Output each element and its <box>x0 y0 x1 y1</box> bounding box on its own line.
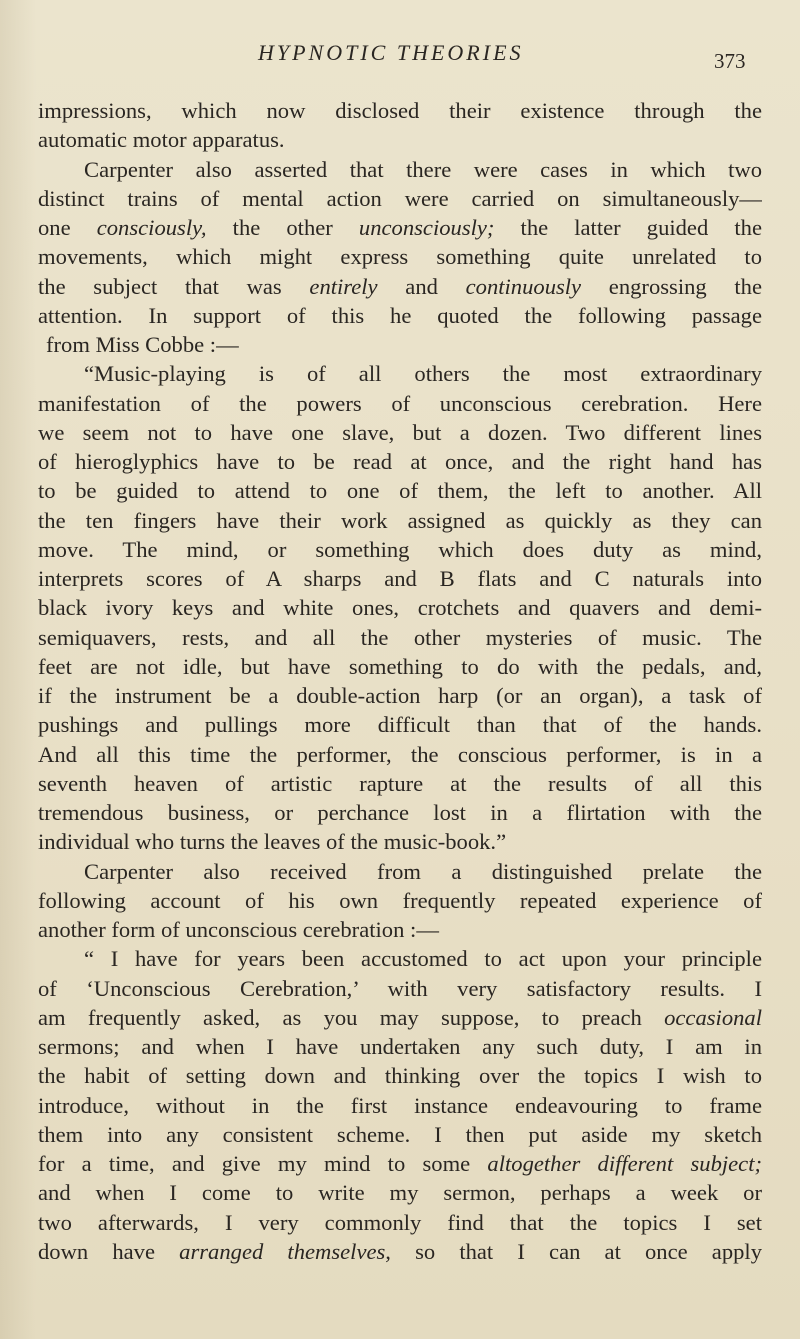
text-line: introduce, without in the first instance endeavouring to frame <box>38 1092 762 1118</box>
text-line: impressions, which now disclosed their existence through the <box>38 98 762 123</box>
text-line: automatic motor apparatus. <box>38 127 285 153</box>
text-line: of hieroglyphics have to be read at once, and the right hand has <box>38 449 762 474</box>
text-line: move. The mind, or something which does duty as mind, <box>38 536 762 562</box>
emphasis: occasional <box>664 1004 762 1030</box>
text-line: distinct trains of mental action were carried on simultaneously— <box>38 185 762 211</box>
text-line: down have arranged themselves, so that I can at once apply <box>38 1238 762 1264</box>
emphasis: consciously, <box>96 215 207 240</box>
text-line: sermons; and when I have undertaken any such duty, I am in <box>38 1034 762 1059</box>
text-line: am frequently asked, as you may suppose, to preach occasional <box>38 1004 762 1030</box>
text-line: Carpenter also received from a distinguished prelate the <box>84 858 762 884</box>
text-line: movements, which might express something quite unrelated to <box>38 244 762 270</box>
text-line: semiquavers, rests, and all the other mysteries of music. The <box>38 624 762 650</box>
text-line: “ I have for years been accustomed to act upon your principle <box>84 946 762 972</box>
text-line: and when I come to write my sermon, perhaps a week or <box>38 1180 762 1206</box>
text-line: interprets scores of A sharps and B flats and C naturals into <box>38 566 762 591</box>
text-line: attention. In support of this he quoted the following passage <box>38 302 762 328</box>
emphasis: unconsciously; <box>358 215 495 240</box>
text-line: from Miss Cobbe :— <box>46 332 239 357</box>
text-line: pushings and pullings more difficult than that of the hands. <box>38 712 762 738</box>
page-number: 373 <box>714 49 746 73</box>
emphasis: continuously <box>465 273 582 299</box>
text-line: of ‘Unconscious Cerebration,’ with very satisfactory results. I <box>38 975 762 1001</box>
emphasis: altogether different subject; <box>487 1151 762 1176</box>
text-line: another form of unconscious cerebration :— <box>38 917 439 942</box>
text-line: seventh heaven of artistic rapture at the results of all this <box>38 770 762 796</box>
emphasis: entirely <box>309 273 378 299</box>
text-line: And all this time the performer, the conscious performer, is in a <box>38 741 762 767</box>
text-line: them into any consistent scheme. I then put aside my sketch <box>38 1121 762 1147</box>
text-line: we seem not to have one slave, but a dozen. Two different lines <box>38 419 762 445</box>
text-line: the ten fingers have their work assigned as quickly as they can <box>38 507 762 533</box>
text-line: tremendous business, or perchance lost in a flirtation with the <box>38 800 762 825</box>
text-line: two afterwards, I very commonly find that the topics I set <box>38 1209 762 1235</box>
text-line: Carpenter also asserted that there were cases in which two <box>84 156 762 182</box>
body-text <box>38 96 762 1266</box>
text-line: to be guided to attend to one of them, the left to another. All <box>38 478 762 504</box>
running-header <box>0 38 800 73</box>
text-line: the subject that was entirely and continuously engrossing the <box>38 273 762 299</box>
running-title: HYPNOTIC THEORIES <box>258 40 524 65</box>
text-line: if the instrument be a double-action harp (or an organ), a task of <box>38 683 762 708</box>
text-line: following account of his own frequently repeated experience of <box>38 887 762 913</box>
text-line: manifestation of the powers of unconscious cerebration. Here <box>38 390 762 416</box>
emphasis: arranged themselves, <box>179 1238 391 1264</box>
text-line: one consciously, the other unconsciously; the latter guided the <box>38 215 762 240</box>
text-line: the habit of setting down and thinking over the topics I wish to <box>38 1063 762 1089</box>
text-line: for a time, and give my mind to some altogether different subject; <box>38 1151 762 1176</box>
text-line: feet are not idle, but have something to do with the pedals, and, <box>38 653 762 679</box>
text-line: “Music-playing is of all others the most extraordinary <box>84 361 762 387</box>
page-edge-shadow <box>0 0 36 1339</box>
text-line: black ivory keys and white ones, crotchets and quavers and demi- <box>38 595 762 621</box>
text-line: individual who turns the leaves of the music-book.” <box>38 829 507 855</box>
